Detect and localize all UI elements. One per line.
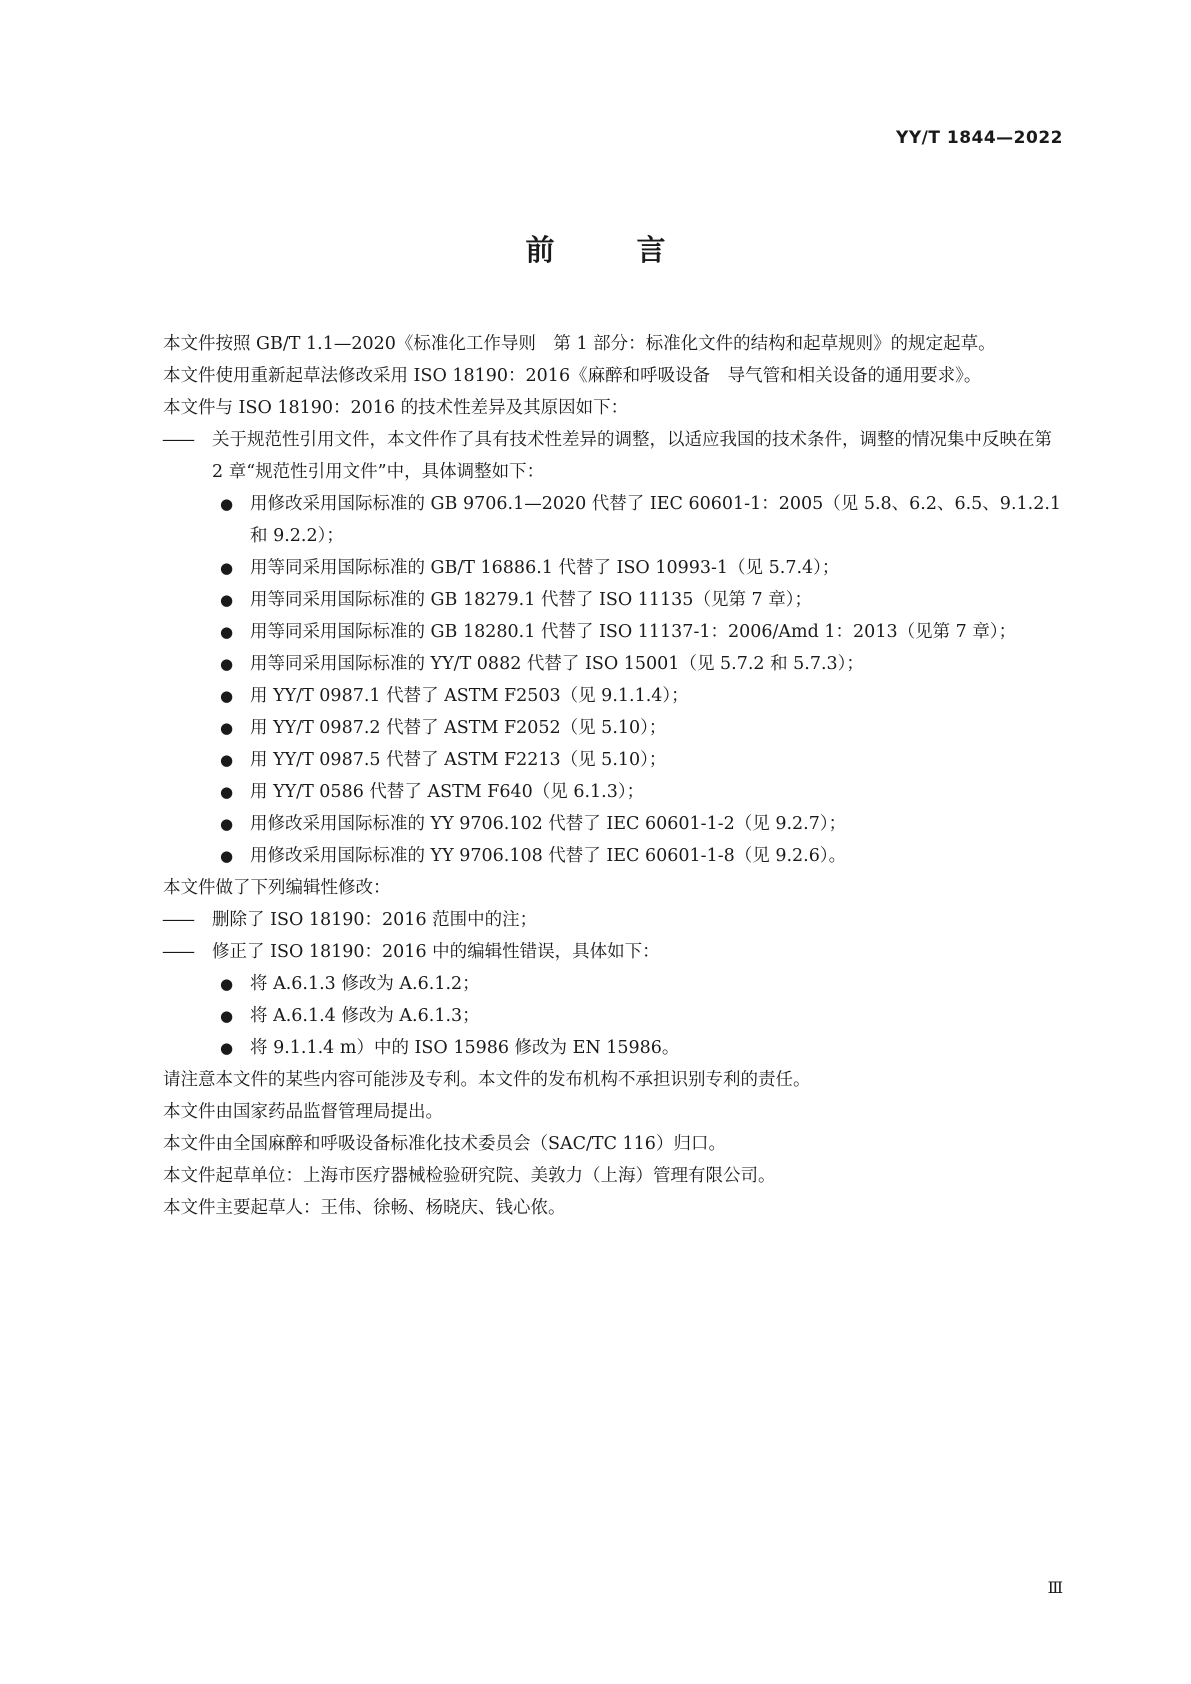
dash-mark: ——	[162, 910, 193, 930]
list-item	[128, 776, 1063, 808]
list-item	[128, 648, 1063, 680]
list-item	[128, 712, 1063, 744]
paragraph-proposed-by: 本文件由国家药品监督管理局提出。	[163, 1102, 443, 1122]
list-item-text: 将 A.6.1.4 修改为 A.6.1.3；	[250, 1006, 480, 1026]
page-title: 前 言	[525, 233, 702, 267]
list-item	[128, 840, 1063, 872]
document-body	[128, 328, 1063, 1224]
dash-item-text: 关于规范性引用文件，本文件作了具有技术性差异的调整，以适应我国的技术条件，调整的情况集中反映在第 2 章“规范性引用文件”中，具体调整如下：	[212, 430, 1052, 482]
list-item	[128, 808, 1063, 840]
bullet-icon: ●	[220, 815, 234, 833]
list-item-text: 用等同采用国际标准的 GB 18279.1 代替了 ISO 11135（见第 7 章）；	[250, 590, 812, 610]
list-item	[128, 968, 1063, 1000]
list-item	[128, 1000, 1063, 1032]
paragraph-adoption: 本文件使用重新起草法修改采用 ISO 18190：2016《麻醉和呼吸设备 导气管和相关设备的通用要求》。	[163, 366, 982, 386]
paragraph-patent-notice: 请注意本文件的某些内容可能涉及专利。本文件的发布机构不承担识别专利的责任。	[163, 1070, 811, 1090]
bullet-icon: ●	[220, 751, 234, 769]
paragraph-drafters: 本文件主要起草人：王伟、徐畅、杨晓庆、钱心侬。	[163, 1198, 566, 1218]
dash-item-text: 删除了 ISO 18190：2016 范围中的注；	[212, 910, 538, 930]
list-item-text: 用等同采用国际标准的 GB/T 16886.1 代替了 ISO 10993-1（见 5.7.4）；	[250, 558, 840, 578]
bullet-icon: ●	[220, 975, 234, 993]
list-item	[128, 680, 1063, 712]
bullet-icon: ●	[220, 847, 234, 865]
dash-item-text: 修正了 ISO 18190：2016 中的编辑性错误，具体如下：	[212, 942, 660, 962]
list-item	[128, 488, 1063, 552]
list-item-text: 用 YY/T 0987.2 代替了 ASTM F2052（见 5.10）；	[250, 718, 667, 738]
list-item	[128, 584, 1063, 616]
list-item-text: 用修改采用国际标准的 GB 9706.1—2020 代替了 IEC 60601-1：2005（见 5.8、6.2、6.5、9.1.2.1 和 9.2.2）；	[250, 494, 1062, 546]
bullet-icon: ●	[220, 783, 234, 801]
list-item	[128, 552, 1063, 584]
dash-item-correct-errors	[128, 936, 1063, 968]
dash-mark: ——	[162, 942, 193, 962]
list-item-text: 用 YY/T 0987.5 代替了 ASTM F2213（见 5.10）；	[250, 750, 667, 770]
dash-mark: ——	[162, 430, 193, 450]
editorial-changes-list	[128, 968, 1063, 1064]
list-item	[128, 1032, 1063, 1064]
list-item-text: 将 A.6.1.3 修改为 A.6.1.2；	[250, 974, 480, 994]
paragraph-editorial-intro: 本文件做了下列编辑性修改：	[163, 878, 391, 898]
list-item-text: 将 9.1.1.4 m）中的 ISO 15986 修改为 EN 15986。	[250, 1038, 680, 1058]
standard-code: YY/T 1844—2022	[896, 128, 1063, 148]
bullet-icon: ●	[220, 1039, 234, 1057]
bullet-icon: ●	[220, 495, 234, 513]
list-item-text: 用等同采用国际标准的 GB 18280.1 代替了 ISO 11137-1：2006/Amd 1：2013（见第 7 章）；	[250, 622, 1017, 642]
bullet-icon: ●	[220, 719, 234, 737]
paragraph-drafting-units: 本文件起草单位：上海市医疗器械检验研究院、美敦力（上海）管理有限公司。	[163, 1166, 776, 1186]
bullet-icon: ●	[220, 591, 234, 609]
list-item-text: 用等同采用国际标准的 YY/T 0882 代替了 ISO 15001（见 5.7.2 和 5.7.3）；	[250, 654, 864, 674]
bullet-icon: ●	[220, 559, 234, 577]
bullet-icon: ●	[220, 1007, 234, 1025]
bullet-icon: ●	[220, 623, 234, 641]
list-item-text: 用 YY/T 0586 代替了 ASTM F640（见 6.1.3）；	[250, 782, 645, 802]
list-item-text: 用修改采用国际标准的 YY 9706.108 代替了 IEC 60601-1-8（见 9.2.6）。	[250, 846, 847, 866]
list-item	[128, 744, 1063, 776]
dash-item-remove-note	[128, 904, 1063, 936]
dash-item-normative-references	[128, 424, 1063, 488]
list-item-text: 用修改采用国际标准的 YY 9706.102 代替了 IEC 60601-1-2（见 9.2.7）；	[250, 814, 847, 834]
bullet-icon: ●	[220, 687, 234, 705]
paragraph-drafting-rules: 本文件按照 GB/T 1.1—2020《标准化工作导则 第 1 部分：标准化文件的结构和起草规则》的规定起草。	[163, 334, 996, 354]
list-item-text: 用 YY/T 0987.1 代替了 ASTM F2503（见 9.1.1.4）；	[250, 686, 689, 706]
paragraph-centralized-by: 本文件由全国麻醉和呼吸设备标准化技术委员会（SAC/TC 116）归口。	[163, 1134, 726, 1154]
list-item	[128, 616, 1063, 648]
paragraph-technical-differences: 本文件与 ISO 18190：2016 的技术性差异及其原因如下：	[163, 398, 629, 418]
bullet-icon: ●	[220, 655, 234, 673]
technical-changes-list	[128, 488, 1063, 872]
page-number: Ⅲ	[1047, 1578, 1063, 1597]
